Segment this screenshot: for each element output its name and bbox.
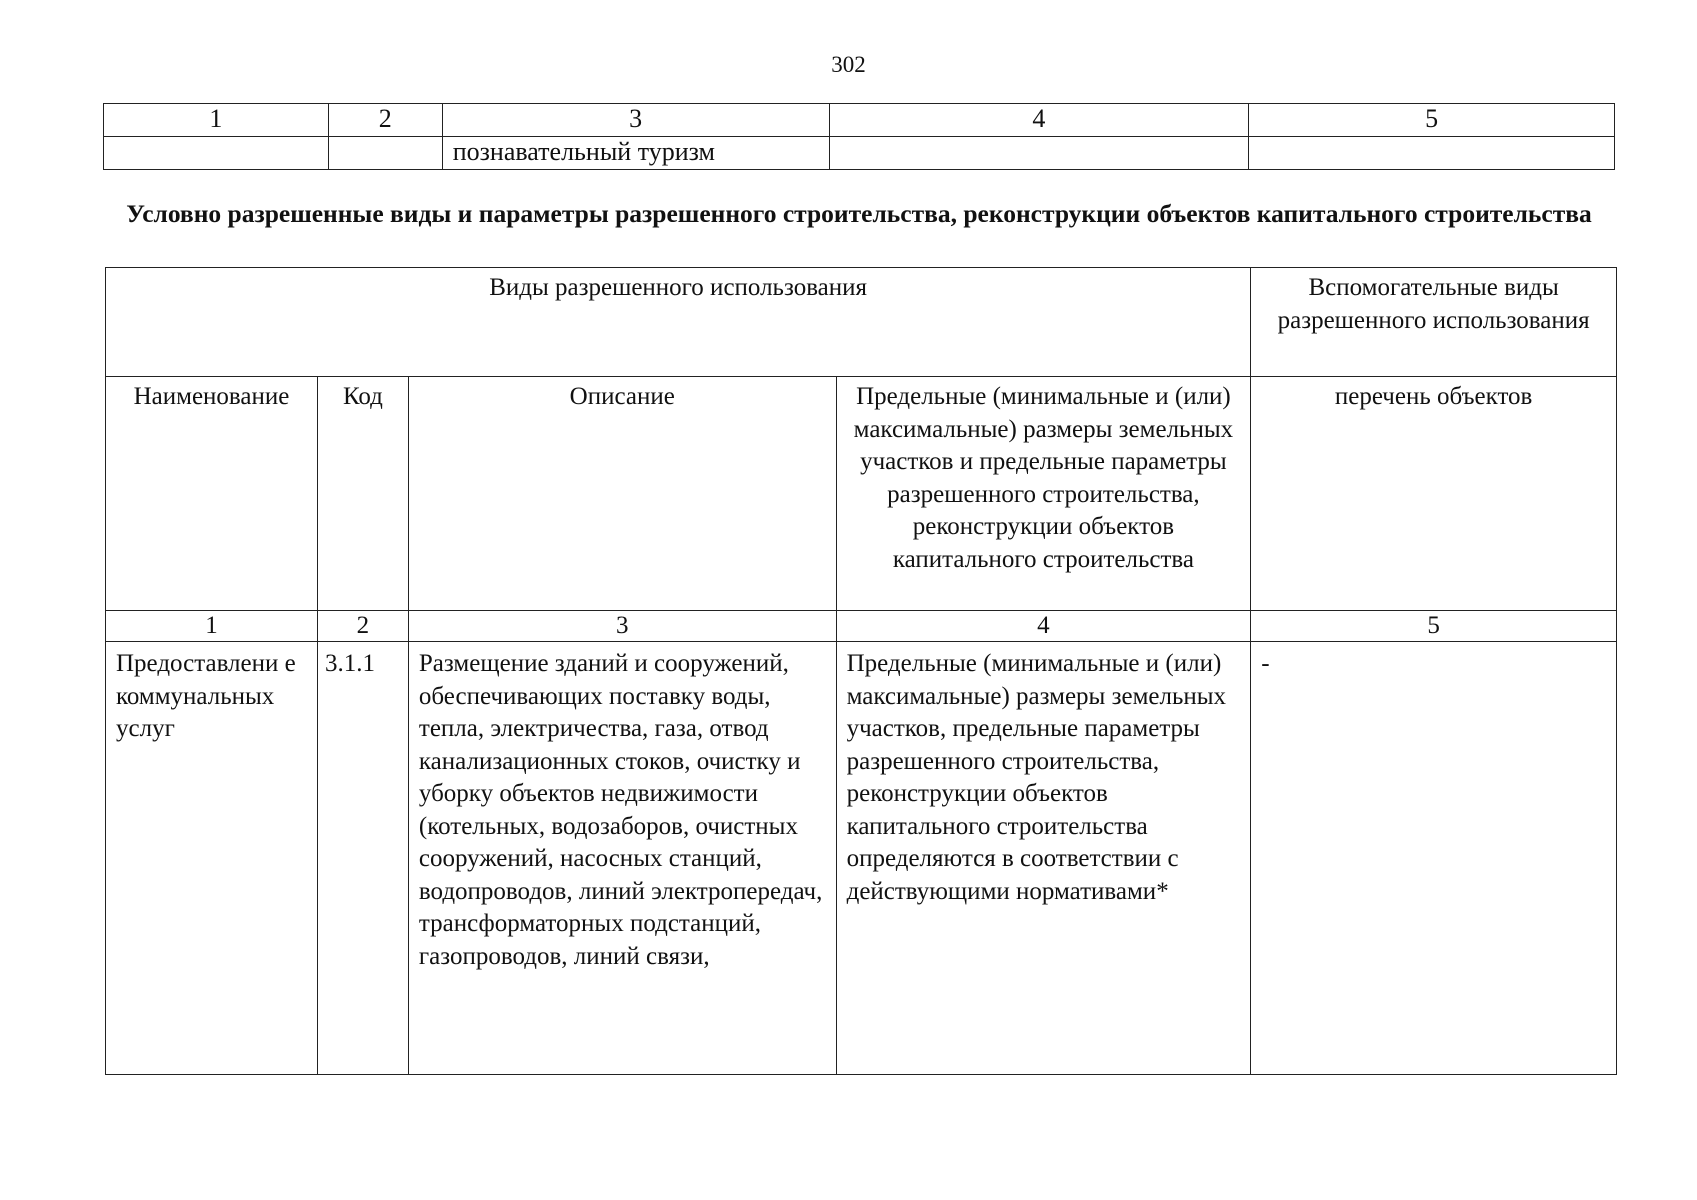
continuation-table [103,103,1615,170]
header-limits: Предельные (минимальные и (или) максимальные) размеры земельных участков и предельные параметры разрешенного строительства, реконструкции объектов капитального строительства [836,377,1251,611]
cell-description: Размещение зданий и сооружений, обеспечивающих поставку воды, тепла, электричества, газа, отвод канализационных стоков, очистку и уборку объектов недвижимости (котельных, водозаборов, очистных сооружений, насосных станций, водопроводов, линий электропередач, трансформаторных подстанций, газопроводов, линий связи, [408,642,836,1075]
header-permitted-uses: Виды разрешенного использования [106,268,1251,377]
column-number: 2 [317,611,408,642]
header-code: Код [317,377,408,611]
column-number-row [106,611,1617,642]
table-cell: познавательный туризм [442,137,829,170]
table-row [104,137,1615,170]
header-object-list: перечень объектов [1251,377,1617,611]
section-title: Условно разрешенные виды и параметры разрешенного строительства, реконструкции объектов капитального строительства [126,199,1592,228]
column-number: 1 [104,104,329,137]
permitted-use-table [105,267,1617,1075]
table-header-row [104,104,1615,137]
cell-name: Предоставлени е коммунальных услуг [106,642,318,1075]
table-header-row [106,377,1617,611]
table-row [106,642,1617,1075]
cell-code: 3.1.1 [317,642,408,1075]
table-cell [104,137,329,170]
header-auxiliary-uses: Вспомогательные виды разрешенного использования [1251,268,1617,377]
header-description: Описание [408,377,836,611]
page-number: 302 [831,52,866,77]
column-number: 5 [1249,104,1615,137]
cell-auxiliary: - [1251,642,1617,1075]
column-number: 3 [442,104,829,137]
column-number: 4 [836,611,1251,642]
column-number: 2 [328,104,442,137]
header-name: Наименование [106,377,318,611]
column-number: 1 [106,611,318,642]
column-number: 3 [408,611,836,642]
table-cell [829,137,1249,170]
table-cell [1249,137,1615,170]
table-cell [328,137,442,170]
column-number: 4 [829,104,1249,137]
table-header-row [106,268,1617,377]
column-number: 5 [1251,611,1617,642]
cell-limits: Предельные (минимальные и (или) максимальные) размеры земельных участков, предельные параметры разрешенного строительства, реконструкции объектов капитального строительства определяются в соответствии с действующими нормативами* [836,642,1251,1075]
